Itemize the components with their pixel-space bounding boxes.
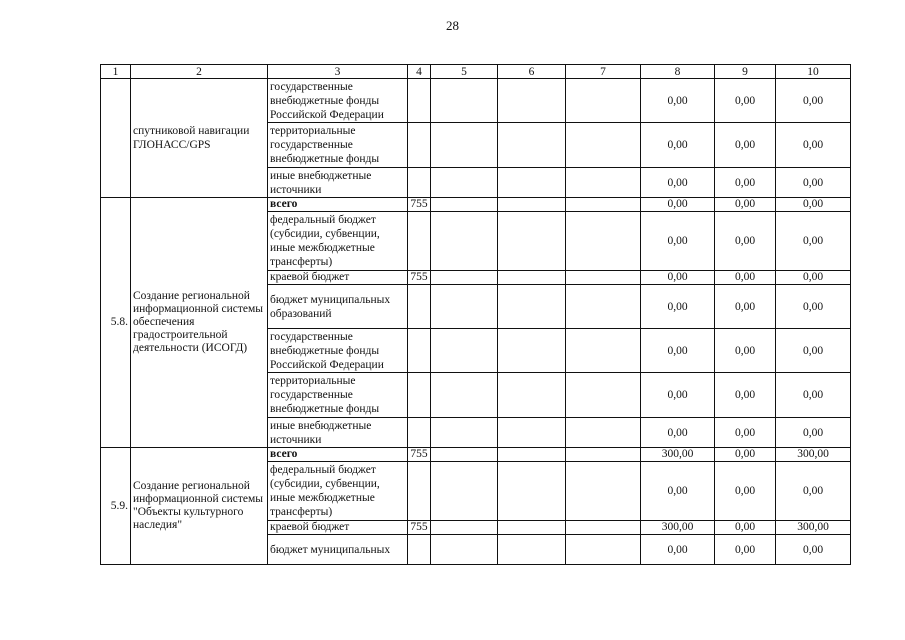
cell-col8: 0,00 xyxy=(641,168,715,198)
cell-col5 xyxy=(431,521,498,535)
funding-source: всего xyxy=(268,448,408,462)
funding-source: территориальные государственные внебюджетные фонды xyxy=(268,123,408,168)
cell-col10: 0,00 xyxy=(776,123,851,168)
cell-col9: 0,00 xyxy=(715,212,776,271)
cell-col4: 755 xyxy=(408,521,431,535)
cell-col5 xyxy=(431,373,498,418)
cell-col7 xyxy=(566,373,641,418)
cell-col4 xyxy=(408,212,431,271)
cell-col9: 0,00 xyxy=(715,329,776,373)
cell-col9: 0,00 xyxy=(715,448,776,462)
funding-source: краевой бюджет xyxy=(268,521,408,535)
item-name: Создание региональной информационной системы обеспечения градостроительной деятельности (ИСОГД) xyxy=(131,198,268,448)
cell-col9: 0,00 xyxy=(715,271,776,285)
cell-col7 xyxy=(566,79,641,123)
cell-col6 xyxy=(498,373,566,418)
cell-col8: 0,00 xyxy=(641,198,715,212)
cell-col8: 0,00 xyxy=(641,79,715,123)
cell-col7 xyxy=(566,329,641,373)
item-number xyxy=(101,79,131,198)
cell-col10: 0,00 xyxy=(776,198,851,212)
cell-col10: 300,00 xyxy=(776,521,851,535)
header-row xyxy=(101,65,851,79)
cell-col6 xyxy=(498,418,566,448)
cell-col4: 755 xyxy=(408,448,431,462)
cell-col7 xyxy=(566,123,641,168)
cell-col6 xyxy=(498,123,566,168)
cell-col9: 0,00 xyxy=(715,168,776,198)
cell-col7 xyxy=(566,285,641,329)
cell-col8: 0,00 xyxy=(641,418,715,448)
budget-table xyxy=(100,64,851,565)
cell-col10: 0,00 xyxy=(776,329,851,373)
cell-col9: 0,00 xyxy=(715,462,776,521)
cell-col7 xyxy=(566,271,641,285)
cell-col5 xyxy=(431,198,498,212)
cell-col4 xyxy=(408,123,431,168)
header-cell: 1 xyxy=(101,65,131,79)
cell-col8: 300,00 xyxy=(641,448,715,462)
cell-col9: 0,00 xyxy=(715,123,776,168)
cell-col8: 0,00 xyxy=(641,285,715,329)
cell-col10: 0,00 xyxy=(776,212,851,271)
cell-col8: 0,00 xyxy=(641,271,715,285)
funding-source: федеральный бюджет (субсидии, субвенции, иные межбюджетные трансферты) xyxy=(268,462,408,521)
funding-source: иные внебюджетные источники xyxy=(268,168,408,198)
cell-col7 xyxy=(566,198,641,212)
cell-col6 xyxy=(498,535,566,565)
cell-col6 xyxy=(498,212,566,271)
cell-col7 xyxy=(566,168,641,198)
cell-col6 xyxy=(498,462,566,521)
cell-col7 xyxy=(566,418,641,448)
header-cell: 10 xyxy=(776,65,851,79)
item-name: спутниковой навигации ГЛОНАСС/GPS xyxy=(131,79,268,198)
cell-col4 xyxy=(408,462,431,521)
cell-col8: 0,00 xyxy=(641,462,715,521)
cell-col8: 300,00 xyxy=(641,521,715,535)
table-row xyxy=(101,79,851,123)
cell-col6 xyxy=(498,448,566,462)
cell-col6 xyxy=(498,79,566,123)
cell-col7 xyxy=(566,462,641,521)
cell-col5 xyxy=(431,212,498,271)
item-number: 5.9. xyxy=(101,448,131,565)
page-number: 28 xyxy=(446,18,459,33)
cell-col4 xyxy=(408,329,431,373)
cell-col5 xyxy=(431,168,498,198)
cell-col10: 300,00 xyxy=(776,448,851,462)
funding-source: бюджет муниципальных образований xyxy=(268,285,408,329)
table-row xyxy=(101,198,851,212)
cell-col9: 0,00 xyxy=(715,521,776,535)
funding-source: федеральный бюджет (субсидии, субвенции, иные межбюджетные трансферты) xyxy=(268,212,408,271)
cell-col4 xyxy=(408,168,431,198)
cell-col5 xyxy=(431,79,498,123)
cell-col8: 0,00 xyxy=(641,212,715,271)
cell-col9: 0,00 xyxy=(715,418,776,448)
cell-col5 xyxy=(431,535,498,565)
cell-col8: 0,00 xyxy=(641,329,715,373)
cell-col4 xyxy=(408,373,431,418)
cell-col6 xyxy=(498,271,566,285)
funding-source: всего xyxy=(268,198,408,212)
item-number: 5.8. xyxy=(101,198,131,448)
cell-col5 xyxy=(431,448,498,462)
header-cell: 3 xyxy=(268,65,408,79)
funding-source: территориальные государственные внебюджетные фонды xyxy=(268,373,408,418)
header-cell: 4 xyxy=(408,65,431,79)
cell-col6 xyxy=(498,329,566,373)
cell-col6 xyxy=(498,285,566,329)
cell-col4 xyxy=(408,285,431,329)
cell-col4: 755 xyxy=(408,198,431,212)
funding-source: государственные внебюджетные фонды Российской Федерации xyxy=(268,79,408,123)
cell-col10: 0,00 xyxy=(776,418,851,448)
cell-col7 xyxy=(566,521,641,535)
cell-col5 xyxy=(431,285,498,329)
cell-col6 xyxy=(498,521,566,535)
table-row xyxy=(101,448,851,462)
cell-col5 xyxy=(431,329,498,373)
cell-col5 xyxy=(431,123,498,168)
cell-col5 xyxy=(431,271,498,285)
funding-source: краевой бюджет xyxy=(268,271,408,285)
header-cell: 8 xyxy=(641,65,715,79)
cell-col7 xyxy=(566,448,641,462)
cell-col10: 0,00 xyxy=(776,79,851,123)
header-cell: 5 xyxy=(431,65,498,79)
cell-col10: 0,00 xyxy=(776,285,851,329)
cell-col4 xyxy=(408,535,431,565)
cell-col4 xyxy=(408,418,431,448)
cell-col9: 0,00 xyxy=(715,535,776,565)
cell-col9: 0,00 xyxy=(715,373,776,418)
cell-col9: 0,00 xyxy=(715,285,776,329)
cell-col9: 0,00 xyxy=(715,198,776,212)
cell-col4: 755 xyxy=(408,271,431,285)
cell-col10: 0,00 xyxy=(776,271,851,285)
cell-col8: 0,00 xyxy=(641,123,715,168)
cell-col6 xyxy=(498,168,566,198)
header-cell: 2 xyxy=(131,65,268,79)
cell-col10: 0,00 xyxy=(776,168,851,198)
cell-col6 xyxy=(498,198,566,212)
cell-col8: 0,00 xyxy=(641,373,715,418)
header-cell: 6 xyxy=(498,65,566,79)
cell-col10: 0,00 xyxy=(776,535,851,565)
cell-col5 xyxy=(431,418,498,448)
cell-col10: 0,00 xyxy=(776,373,851,418)
funding-source: бюджет муниципальных xyxy=(268,535,408,565)
funding-source: государственные внебюджетные фонды Российской Федерации xyxy=(268,329,408,373)
header-cell: 9 xyxy=(715,65,776,79)
header-cell: 7 xyxy=(566,65,641,79)
cell-col8: 0,00 xyxy=(641,535,715,565)
cell-col5 xyxy=(431,462,498,521)
cell-col7 xyxy=(566,212,641,271)
cell-col9: 0,00 xyxy=(715,79,776,123)
cell-col7 xyxy=(566,535,641,565)
cell-col10: 0,00 xyxy=(776,462,851,521)
cell-col4 xyxy=(408,79,431,123)
item-name: Создание региональной информационной системы "Объекты культурного наследия" xyxy=(131,448,268,565)
funding-source: иные внебюджетные источники xyxy=(268,418,408,448)
